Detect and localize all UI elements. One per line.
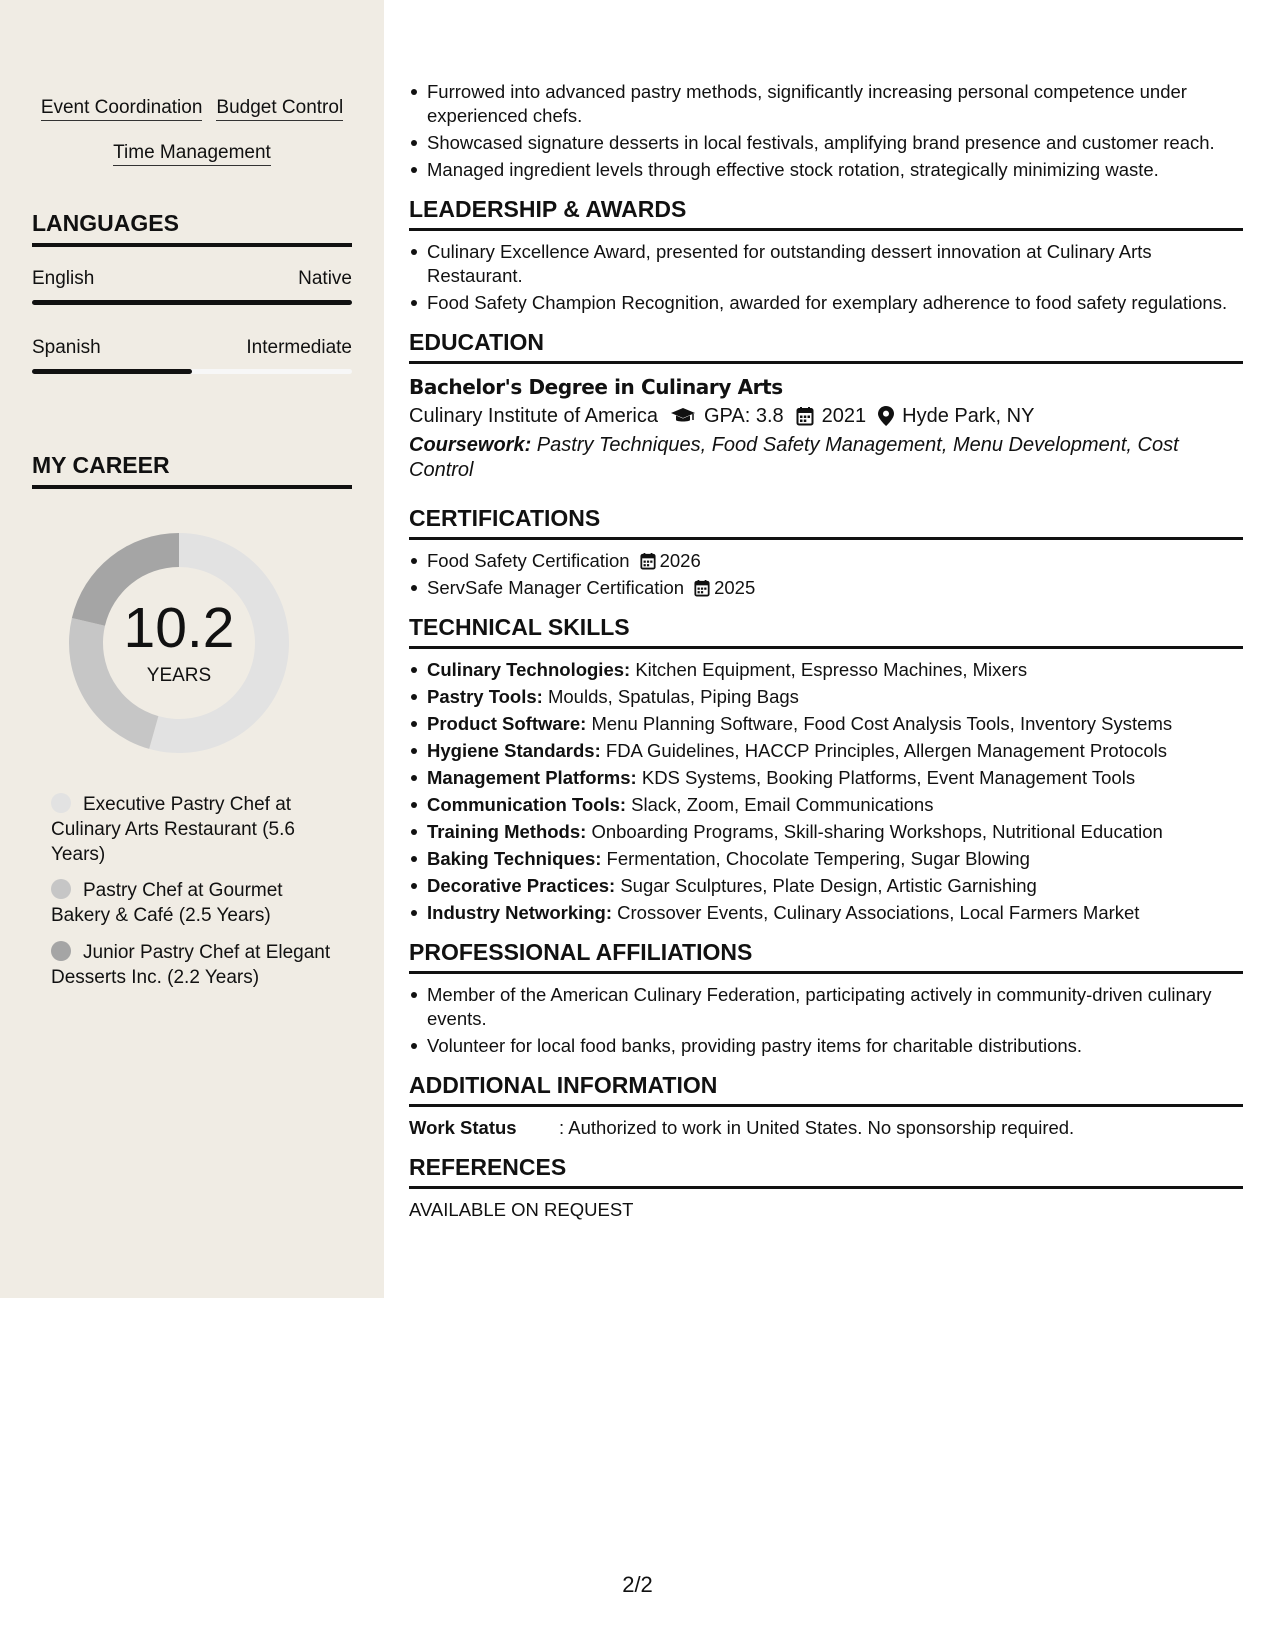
language-name: English <box>32 268 95 289</box>
work-status <box>409 1116 1243 1140</box>
skill-label: Training Methods: <box>427 821 587 842</box>
skill-label: Industry Networking: <box>427 902 613 923</box>
skill-tag: Time Management <box>113 142 271 166</box>
certification-year: 2025 <box>714 577 756 598</box>
list-item <box>409 901 1243 925</box>
list-item: Culinary Excellence Award, presented for outstanding dessert innovation at Culinary Arts Restaurant. <box>409 240 1243 288</box>
skill-value: Menu Planning Software, Food Cost Analysis Tools, Inventory Systems <box>586 713 1173 734</box>
career-heading: MY CAREER <box>32 452 352 489</box>
skill-value: Slack, Zoom, Email Communications <box>626 794 934 815</box>
location-pin-icon <box>878 406 894 426</box>
calendar-icon <box>796 406 814 426</box>
language-row-spanish <box>32 337 352 359</box>
main-content <box>409 0 1243 1222</box>
career-total-years: 10.2 <box>123 596 235 660</box>
graduation-cap-icon <box>670 407 696 425</box>
list-item <box>409 658 1243 682</box>
legend-swatch <box>51 793 71 813</box>
skill-label: Hygiene Standards: <box>427 740 601 761</box>
skills-tags <box>32 86 352 176</box>
affiliations-list <box>409 983 1243 1058</box>
list-item: Managed ingredient levels through effective stock rotation, strategically minimizing waste. <box>409 158 1243 182</box>
coursework <box>409 433 1243 483</box>
education-heading: EDUCATION <box>409 329 1243 364</box>
language-bar-fill <box>32 369 192 374</box>
technical-skills-list <box>409 658 1243 925</box>
skill-value: KDS Systems, Booking Platforms, Event Management Tools <box>636 767 1136 788</box>
career-legend-text: Executive Pastry Chef at Culinary Arts Restaurant (5.6 Years) <box>51 794 295 865</box>
language-bar-english <box>32 300 352 305</box>
graduation-year: 2021 <box>821 405 867 427</box>
list-item: Furrowed into advanced pastry methods, significantly increasing personal competence under experienced chefs. <box>409 80 1243 128</box>
list-item <box>409 549 1243 573</box>
skill-value: Kitchen Equipment, Espresso Machines, Mixers <box>630 659 1028 680</box>
work-status-value: : Authorized to work in United States. No sponsorship required. <box>559 1117 1075 1138</box>
career-legend-item <box>51 792 341 867</box>
calendar-icon <box>640 552 656 570</box>
language-bar-fill <box>32 300 352 305</box>
languages-heading: LANGUAGES <box>32 210 352 247</box>
list-item: Member of the American Culinary Federation, participating actively in community-driven culinary events. <box>409 983 1243 1031</box>
legend-swatch <box>51 941 71 961</box>
list-item <box>409 576 1243 600</box>
calendar-icon <box>694 579 710 597</box>
list-item: Showcased signature desserts in local festivals, amplifying brand presence and customer reach. <box>409 131 1243 155</box>
career-legend-item <box>51 878 341 928</box>
certifications-heading: CERTIFICATIONS <box>409 505 1243 540</box>
skill-value: Crossover Events, Culinary Associations, Local Farmers Market <box>612 902 1140 923</box>
career-legend-text: Pastry Chef at Gourmet Bakery & Café (2.5 Years) <box>51 880 283 926</box>
certifications-list <box>409 549 1243 600</box>
school-name: Culinary Institute of America <box>409 405 658 427</box>
language-row-english <box>32 268 352 290</box>
references-heading: REFERENCES <box>409 1154 1243 1189</box>
skill-label: Culinary Technologies: <box>427 659 631 680</box>
skill-label: Management Platforms: <box>427 767 637 788</box>
references-text: AVAILABLE ON REQUEST <box>409 1199 634 1220</box>
coursework-text: Pastry Techniques, Food Safety Management, Menu Development, Cost Control <box>409 434 1179 481</box>
legend-swatch <box>51 879 71 899</box>
additional-info-heading: ADDITIONAL INFORMATION <box>409 1072 1243 1107</box>
degree-title: Bachelor's Degree in Culinary Arts <box>409 375 783 399</box>
certification-name: ServSafe Manager Certification <box>427 577 685 598</box>
education-details <box>409 401 1243 431</box>
school-location: Hyde Park, NY <box>902 405 1035 427</box>
skill-tag: Event Coordination <box>41 97 203 121</box>
list-item <box>409 847 1243 871</box>
list-item: Volunteer for local food banks, providing pastry items for charitable distributions. <box>409 1034 1243 1058</box>
language-name: Spanish <box>32 337 101 358</box>
certification-name: Food Safety Certification <box>427 550 630 571</box>
career-legend-text: Junior Pastry Chef at Elegant Desserts Inc. (2.2 Years) <box>51 942 331 988</box>
skill-label: Baking Techniques: <box>427 848 602 869</box>
skill-label: Communication Tools: <box>427 794 627 815</box>
skill-label: Product Software: <box>427 713 587 734</box>
career-total-unit: YEARS <box>146 665 212 686</box>
list-item <box>409 820 1243 844</box>
skill-label: Pastry Tools: <box>427 686 543 707</box>
certification-year: 2026 <box>659 550 701 571</box>
affiliations-heading: PROFESSIONAL AFFILIATIONS <box>409 939 1243 974</box>
experience-bullets <box>409 80 1243 182</box>
list-item: Food Safety Champion Recognition, awarded for exemplary adherence to food safety regulations. <box>409 291 1243 315</box>
list-item <box>409 685 1243 709</box>
sidebar <box>0 0 384 1298</box>
skill-value: Sugar Sculptures, Plate Design, Artistic Garnishing <box>615 875 1037 896</box>
leadership-heading: LEADERSHIP & AWARDS <box>409 196 1243 231</box>
list-item <box>409 712 1243 736</box>
work-status-label: Work Status <box>409 1117 517 1138</box>
skill-value: Onboarding Programs, Skill-sharing Workshops, Nutritional Education <box>586 821 1163 842</box>
language-bar-spanish <box>32 369 352 374</box>
skill-value: FDA Guidelines, HACCP Principles, Allergen Management Protocols <box>600 740 1167 761</box>
coursework-label: Coursework: <box>409 434 532 456</box>
list-item <box>409 874 1243 898</box>
skill-tag: Budget Control <box>216 97 343 121</box>
language-level: Intermediate <box>246 337 352 358</box>
list-item <box>409 766 1243 790</box>
technical-skills-heading: TECHNICAL SKILLS <box>409 614 1243 649</box>
career-legend-item <box>51 940 341 990</box>
leadership-list <box>409 240 1243 315</box>
gpa: GPA: 3.8 <box>704 405 784 427</box>
skill-label: Decorative Practices: <box>427 875 616 896</box>
language-level: Native <box>298 268 352 289</box>
list-item <box>409 739 1243 763</box>
list-item <box>409 793 1243 817</box>
skill-value: Moulds, Spatulas, Piping Bags <box>542 686 799 707</box>
skill-value: Fermentation, Chocolate Tempering, Sugar Blowing <box>601 848 1030 869</box>
page-number: 2/2 <box>622 1572 653 1597</box>
